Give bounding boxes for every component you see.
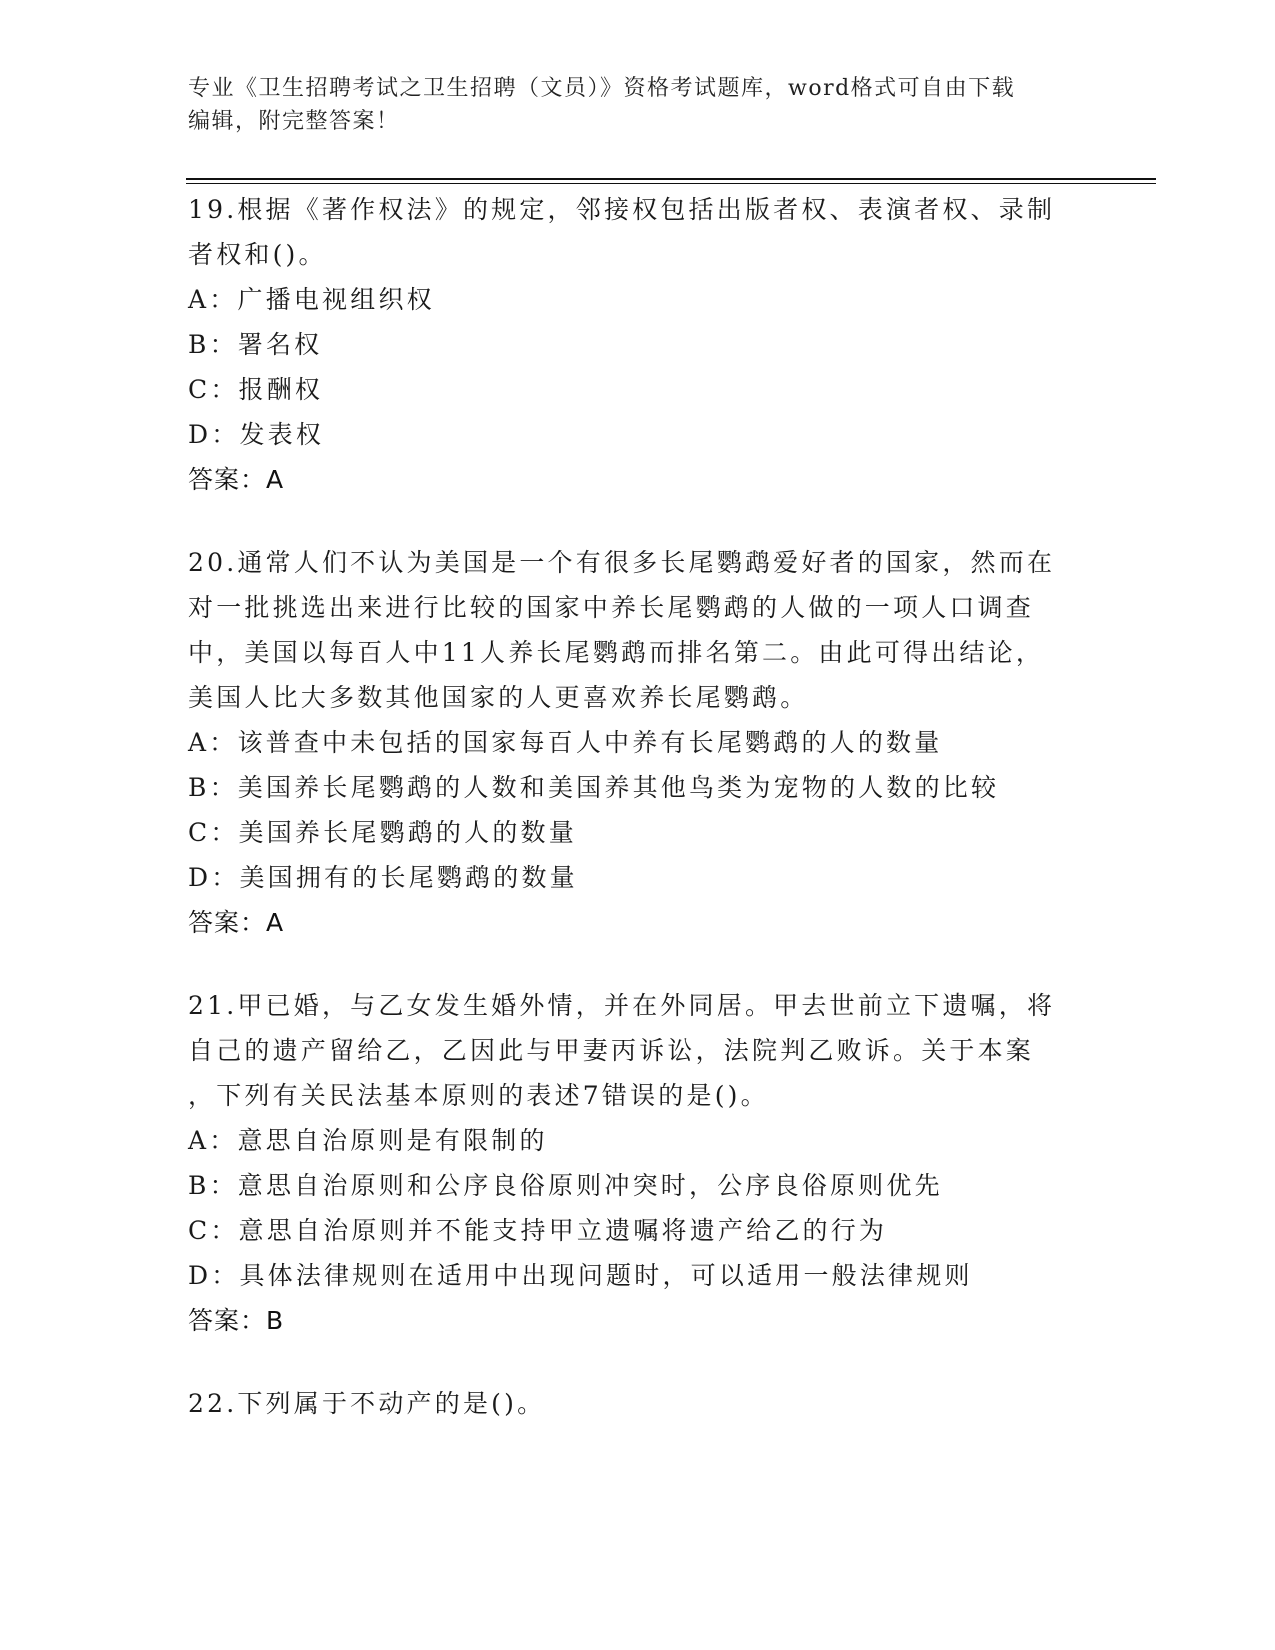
question-20: [188, 540, 1088, 945]
question-19-option-b: B：署名权: [188, 330, 323, 359]
question-19-option-d: D：发表权: [188, 420, 325, 449]
question-20-text-line-4: 美国人比大多数其他国家的人更喜欢养长尾鹦鹉。: [188, 683, 809, 712]
question-19-text-line-2: 者权和()。: [188, 240, 327, 269]
question-21-option-d: D：具体法律规则在适用中出现问题时，可以适用一般法律规则: [188, 1261, 973, 1290]
header-line-2: 编辑，附完整答案！: [188, 109, 400, 134]
question-21-text-line-3: ，下列有关民法基本原则的表述7错误的是()。: [188, 1081, 769, 1110]
question-20-answer: 答案：A: [188, 908, 285, 937]
question-21-text-line-2: 自己的遗产留给乙，乙因此与甲妻丙诉讼，法院判乙败诉。关于本案: [188, 1036, 1035, 1065]
question-20-text-line-1: 20.通常人们不认为美国是一个有很多长尾鹦鹉爱好者的国家，然而在: [188, 548, 1056, 577]
question-21-option-a: A：意思自治原则是有限制的: [188, 1126, 548, 1155]
question-21-option-c: C：意思自治原则并不能支持甲立遗嘱将遗产给乙的行为: [188, 1216, 888, 1245]
question-19-text-line-1: 19.根据《著作权法》的规定，邻接权包括出版者权、表演者权、录制: [188, 195, 1056, 224]
question-19-option-a: A：广播电视组织权: [188, 285, 435, 314]
question-20-text-line-3: 中，美国以每百人中11人养长尾鹦鹉而排名第二。由此可得出结论，: [188, 638, 1045, 667]
question-list: [188, 187, 1088, 1464]
question-22-text-line-1: 22.下列属于不动产的是()。: [188, 1389, 546, 1418]
question-19: [188, 187, 1088, 502]
question-20-option-b: B：美国养长尾鹦鹉的人数和美国养其他鸟类为宠物的人数的比较: [188, 773, 1000, 802]
header-divider-thin: [186, 183, 1156, 184]
question-19-option-c: C：报酬权: [188, 375, 324, 404]
question-21-text-line-1: 21.甲已婚，与乙女发生婚外情，并在外同居。甲去世前立下遗嘱，将: [188, 991, 1056, 1020]
question-20-option-c: C：美国养长尾鹦鹉的人的数量: [188, 818, 577, 847]
question-20-option-a: A：该普查中未包括的国家每百人中养有长尾鹦鹉的人的数量: [188, 728, 943, 757]
question-22: [188, 1381, 1088, 1426]
question-19-answer: 答案：A: [188, 465, 285, 494]
question-21: [188, 983, 1088, 1343]
question-21-answer: 答案：B: [188, 1306, 285, 1335]
document-header: [188, 72, 1088, 138]
question-21-option-b: B：意思自治原则和公序良俗原则冲突时，公序良俗原则优先: [188, 1171, 943, 1200]
question-20-option-d: D：美国拥有的长尾鹦鹉的数量: [188, 863, 578, 892]
header-divider-thick: [186, 178, 1156, 180]
header-line-1: 专业《卫生招聘考试之卫生招聘（文员）》资格考试题库，word格式可自由下载: [188, 76, 1016, 101]
question-20-text-line-2: 对一批挑选出来进行比较的国家中养长尾鹦鹉的人做的一项人口调查: [188, 593, 1035, 622]
